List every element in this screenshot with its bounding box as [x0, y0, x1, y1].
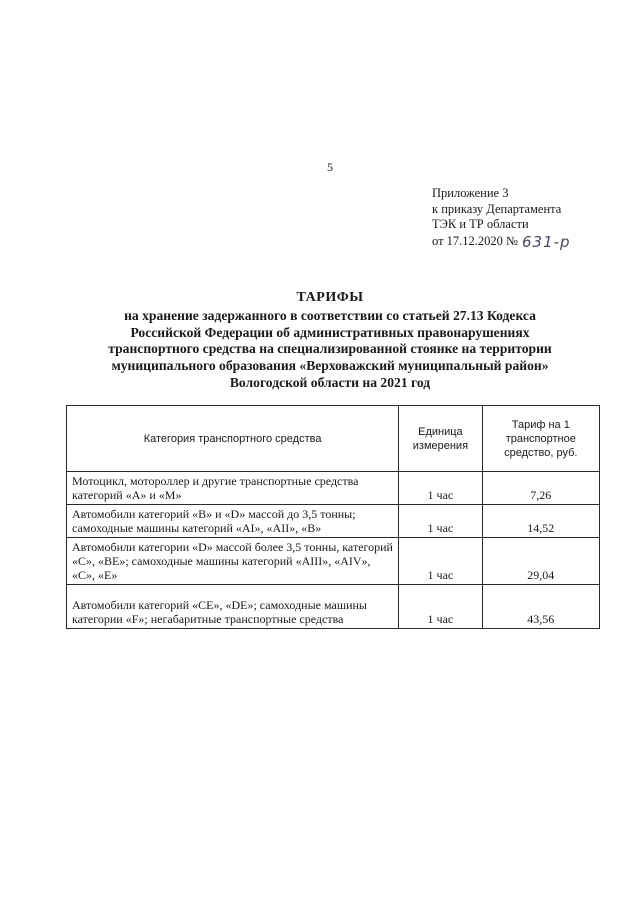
row-unit: 1 час [399, 472, 482, 505]
table-row [67, 472, 600, 505]
row-category: Мотоцикл, мотороллер и другие транспортные средства категорий «А» и «М» [67, 472, 399, 505]
row-category: Автомобили категорий «СЕ», «DE»; самоходные машины категории «F»; негабаритные транспортные средства [67, 585, 399, 629]
row-unit: 1 час [399, 538, 482, 585]
table-row [67, 538, 600, 585]
row-price: 7,26 [482, 472, 599, 505]
row-unit: 1 час [399, 505, 482, 538]
title-line-5: Вологодской области на 2021 год [229, 374, 431, 390]
table-header-row [67, 406, 600, 472]
table-row [67, 585, 600, 629]
document-title: ТАРИФЫ [296, 290, 364, 305]
row-unit: 1 час [399, 585, 482, 629]
appendix-line-3: ТЭК и ТР области [432, 217, 529, 231]
row-price: 14,52 [482, 505, 599, 538]
header-unit: Единица измерения [399, 406, 482, 472]
table-row [67, 505, 600, 538]
tariffs-table [66, 405, 600, 629]
row-price: 29,04 [482, 538, 599, 585]
row-category: Автомобили категорий «В» и «D» массой до 3,5 тонны; самоходные машины категорий «АI», «АII», «В» [67, 505, 399, 538]
appendix-line-1: Приложение 3 [432, 186, 509, 200]
appendix-line-2: к приказу Департамента [432, 201, 562, 216]
document-title-block [60, 290, 600, 392]
appendix-block [432, 186, 571, 249]
page-number: 5 [327, 160, 333, 174]
header-category: Категория транспортного средства [67, 406, 399, 472]
title-line-1: на хранение задержанного в соответствии со статьей 27.13 Кодекса [124, 307, 536, 323]
row-category: Автомобили категории «D» массой более 3,5 тонны, категорий «С», «ВЕ»; самоходные машины категорий «АIII», «АIV», «С», «Е» [67, 538, 399, 585]
title-line-3: транспортного средства на специализированной стоянке на территории [108, 341, 552, 357]
appendix-line-4 [432, 233, 571, 250]
row-price: 43,56 [482, 585, 599, 629]
title-line-4: муниципального образования «Верховажский муниципальный район» [111, 358, 549, 374]
handwritten-order-number: 631-р [521, 232, 571, 251]
header-price: Тариф на 1 транспортное средство, руб. [482, 406, 599, 472]
order-date-label: от 17.12.2020 № [432, 233, 518, 248]
title-line-2: Российской Федерации об административных правонарушениях [130, 324, 530, 340]
